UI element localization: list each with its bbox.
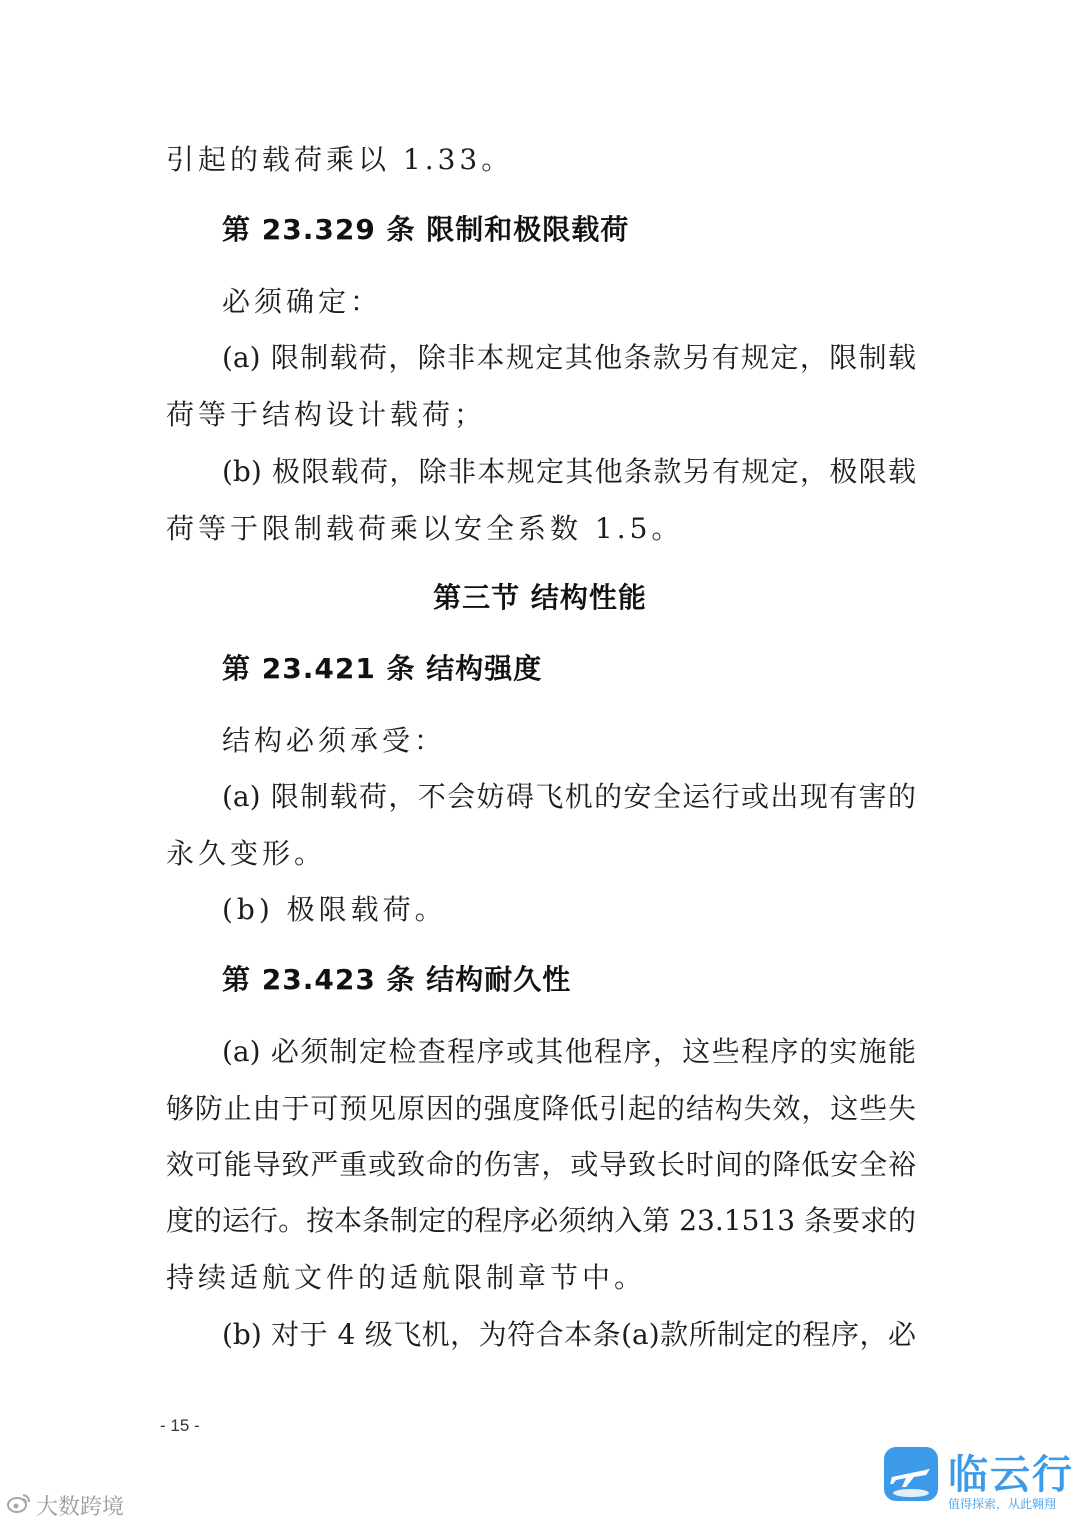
page-number: - 15 -	[160, 1416, 200, 1435]
article-heading: 第 23.329 条 限制和极限载荷	[222, 213, 630, 246]
body-line: (b) 极限载荷，除非本规定其他条款另有规定，极限载	[222, 455, 916, 488]
body-line: 荷等于结构设计载荷；	[166, 398, 487, 431]
weibo-icon	[6, 1492, 32, 1519]
airplane-icon	[884, 1447, 938, 1501]
body-line: 效可能导致严重或致命的伤害，或导致长时间的降低安全裕	[166, 1148, 916, 1181]
body-line: (a) 限制载荷，不会妨碍飞机的安全运行或出现有害的	[222, 780, 916, 813]
watermark-slogan: 值得探索，从此翱翔	[948, 1497, 1057, 1511]
body-line: 引起的载荷乘以 1.33。	[166, 143, 514, 176]
watermark-left	[6, 1490, 124, 1521]
watermark-left-text: 大数跨境	[36, 1495, 125, 1520]
body-line: 荷等于限制载荷乘以安全系数 1.5。	[166, 512, 684, 545]
body-line: 持续适航文件的适航限制章节中。	[166, 1261, 647, 1294]
body-line: 够防止由于可预见原因的强度降低引起的结构失效，这些失	[166, 1092, 916, 1125]
body-line: 结构必须承受：	[222, 724, 447, 757]
body-line: 必须确定：	[222, 285, 383, 318]
watermark-brand: 临云行	[948, 1452, 1074, 1498]
body-line: 度的运行。按本条制定的程序必须纳入第 23.1513 条要求的	[166, 1204, 916, 1237]
section-heading: 第三节 结构性能	[433, 581, 647, 614]
watermark-right	[884, 1443, 1074, 1517]
article-heading: 第 23.421 条 结构强度	[222, 652, 543, 685]
article-heading: 第 23.423 条 结构耐久性	[222, 963, 572, 996]
body-line: 永久变形。	[166, 837, 327, 870]
body-line: (b) 对于 4 级飞机，为符合本条(a)款所制定的程序，必	[222, 1318, 916, 1351]
body-line: (a) 必须制定检查程序或其他程序，这些程序的实施能	[222, 1035, 916, 1068]
body-line: (b) 极限载荷。	[222, 893, 447, 926]
body-line: (a) 限制载荷，除非本规定其他条款另有规定，限制载	[222, 341, 916, 374]
